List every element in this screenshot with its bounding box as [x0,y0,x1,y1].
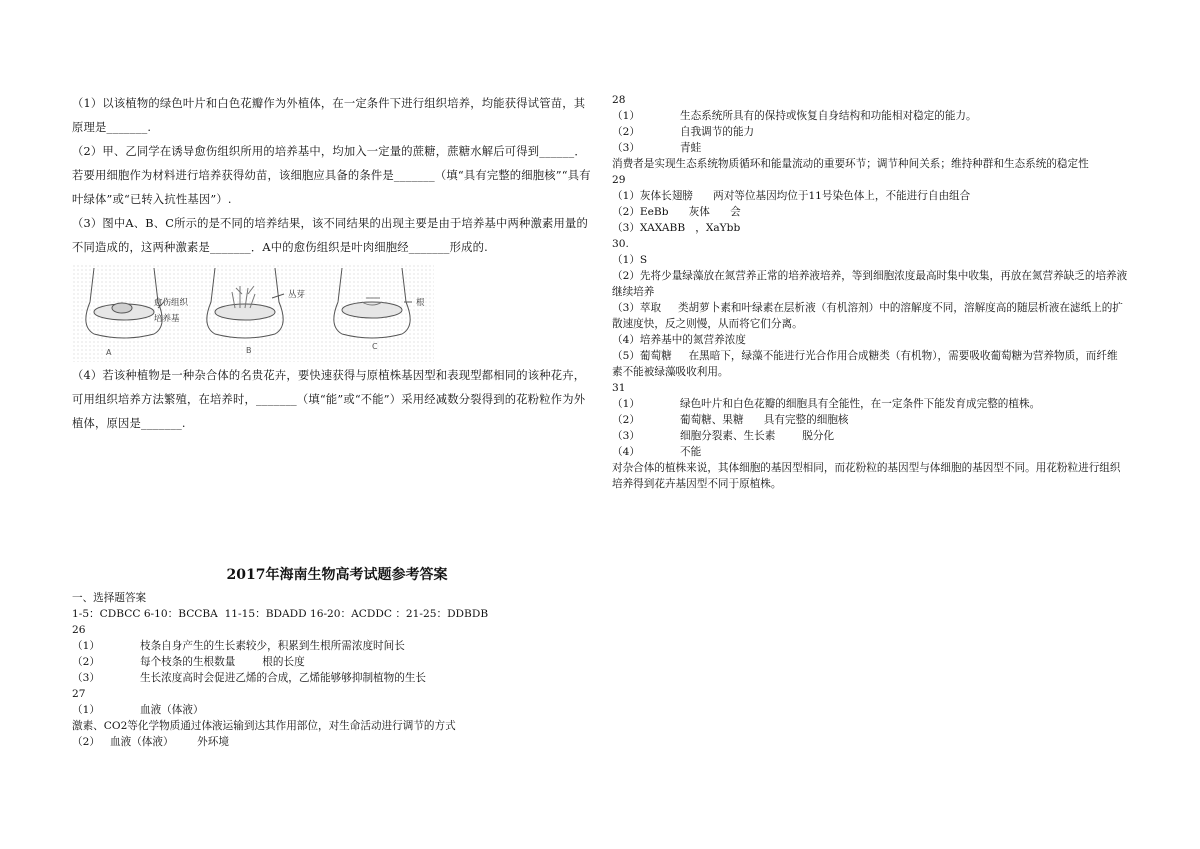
answer-28-2: （2） 自我调节的能力 [612,126,755,138]
answer-26-3: （3） 生长浓度高时会促进乙烯的合成，乙烯能够够抑制植物的生长 [72,672,427,684]
answer-26-2: （2） 每个枝条的生根数量 根的长度 [72,656,305,668]
question-part-2: （2）甲、乙同学在诱导愈伤组织所用的培养基中，均加入一定量的蔗糖，蔗糖水解后可得到______．若要用细胞作为材料进行培养获得幼苗，该细胞应具备的条件是_______（填“具有完整的细胞核”“具有叶绿体”或“已转入抗性基因”）. [72,145,591,206]
answer-27-text: 激素、CO2等化学物质通过体液运输到达其作用部位，对生命活动进行调节的方式 [72,720,456,732]
caption-a: A [106,348,112,357]
answer-29-1: （1）灰体长翅膀 两对等位基因均位于11号染色体上，不能进行自由组合 [612,190,971,202]
question-part-4: （4）若该种植物是一种杂合体的名贵花卉，要快速获得与原植株基因型和表现型都相同的该种花卉，可用组织培养方法繁殖，在培养时，_______（填“能”或“不能”）采用经减数分裂得到的花粉粒作为外植体，原因是_______. [72,369,586,430]
answer-number-30: 30. [612,238,629,250]
label-root: 根 [416,298,425,308]
answer-number-31: 31 [612,382,626,394]
answer-31-text: 对杂合体的植株来说，其体细胞的基因型相同，而花粉粒的基因型与体细胞的基因型不同。用花粉粒进行组织培养得到花卉基因型不同于原植株。 [612,462,1121,490]
answer-number-29: 29 [612,174,626,186]
label-medium: 培养基 [154,314,180,324]
answer-30-2: （2）先将少量绿藻放在氮营养正常的培养液培养，等到细胞浓度最高时集中收集，再放在氮营养缺乏的培养液继续培养 [612,270,1128,298]
question-part-3: （3）图中A、B、C所示的是不同的培养结果，该不同结果的出现主要是由于培养基中两种激素用量的不同造成的，这两种激素是_______．A中的愈伤组织是叶肉细胞经_______形成的. [72,217,588,254]
left-question-column [72,92,594,436]
section-heading: 一、选择题答案 [72,592,147,604]
answer-30-5: （5）葡萄糖 在黑暗下，绿藻不能进行光合作用合成糖类（有机物），需要吸收葡萄糖为营养物质，而纤维素不能被绿藻吸收利用。 [612,350,1118,378]
answer-number-28: 28 [612,94,626,106]
answer-31-4: （4） 不能 [612,446,702,458]
answer-key-left [72,564,602,750]
answer-31-1: （1） 绿色叶片和白色花瓣的细胞具有全能性，在一定条件下能发育成完整的植株。 [612,398,1041,410]
culture-figure [72,264,434,362]
answer-27-1: （1） 血液（体液） [72,704,204,716]
answer-28-3: （3） 青蛙 [612,142,702,154]
answer-number-26: 26 [72,624,86,636]
caption-c: C [372,342,378,351]
answer-30-4: （4）培养基中的氮营养浓度 [612,334,746,346]
label-callus: 愈伤组织 [154,298,189,308]
flask-b [207,268,283,338]
caption-b: B [246,346,252,355]
answer-key-title: 2017年海南生物高考试题参考答案 [226,567,448,583]
answer-31-2: （2） 葡萄糖、果糖 具有完整的细胞核 [612,414,849,426]
label-shoots: 丛芽 [288,290,306,300]
culture-flasks-illustration [72,264,434,362]
answer-28-text: 消费者是实现生态系统物质循环和能量流动的重要环节；调节种间关系；维持种群和生态系统的稳定性 [612,158,1089,170]
answer-27-2: （2） 血液（体液） 外环境 [72,736,229,748]
answer-30-3: （3）萃取 类胡萝卜素和叶绿素在层析液（有机溶剂）中的溶解度不同，溶解度高的随层析液在滤纸上的扩散速度快，反之则慢，从而将它们分离。 [612,302,1123,330]
answer-30-1: （1）S [612,254,648,266]
answer-key-right [612,92,1128,492]
answer-31-3: （3） 细胞分裂素、生长素 脱分化 [612,430,835,442]
answer-29-3: （3）XAXABB ，XaYbb [612,222,741,234]
flask-a [86,268,162,338]
answer-number-27: 27 [72,688,86,700]
answer-28-1: （1） 生态系统所具有的保持或恢复自身结构和功能相对稳定的能力。 [612,110,977,122]
question-part-1: （1）以该植物的绿色叶片和白色花瓣作为外植体，在一定条件下进行组织培养，均能获得试管苗，其原理是_______. [72,97,586,134]
answer-26-1: （1） 枝条自身产生的生长素较少，积累到生根所需浓度时间长 [72,640,405,652]
mc-answers: 1-5：CDBCC 6-10：BCCBA 11-15：BDADD 16-20：ACDDC ：21-25：DDBDB [72,608,489,620]
flask-c [334,268,410,338]
answer-29-2: （2）EeBb 灰体 会 [612,206,741,218]
